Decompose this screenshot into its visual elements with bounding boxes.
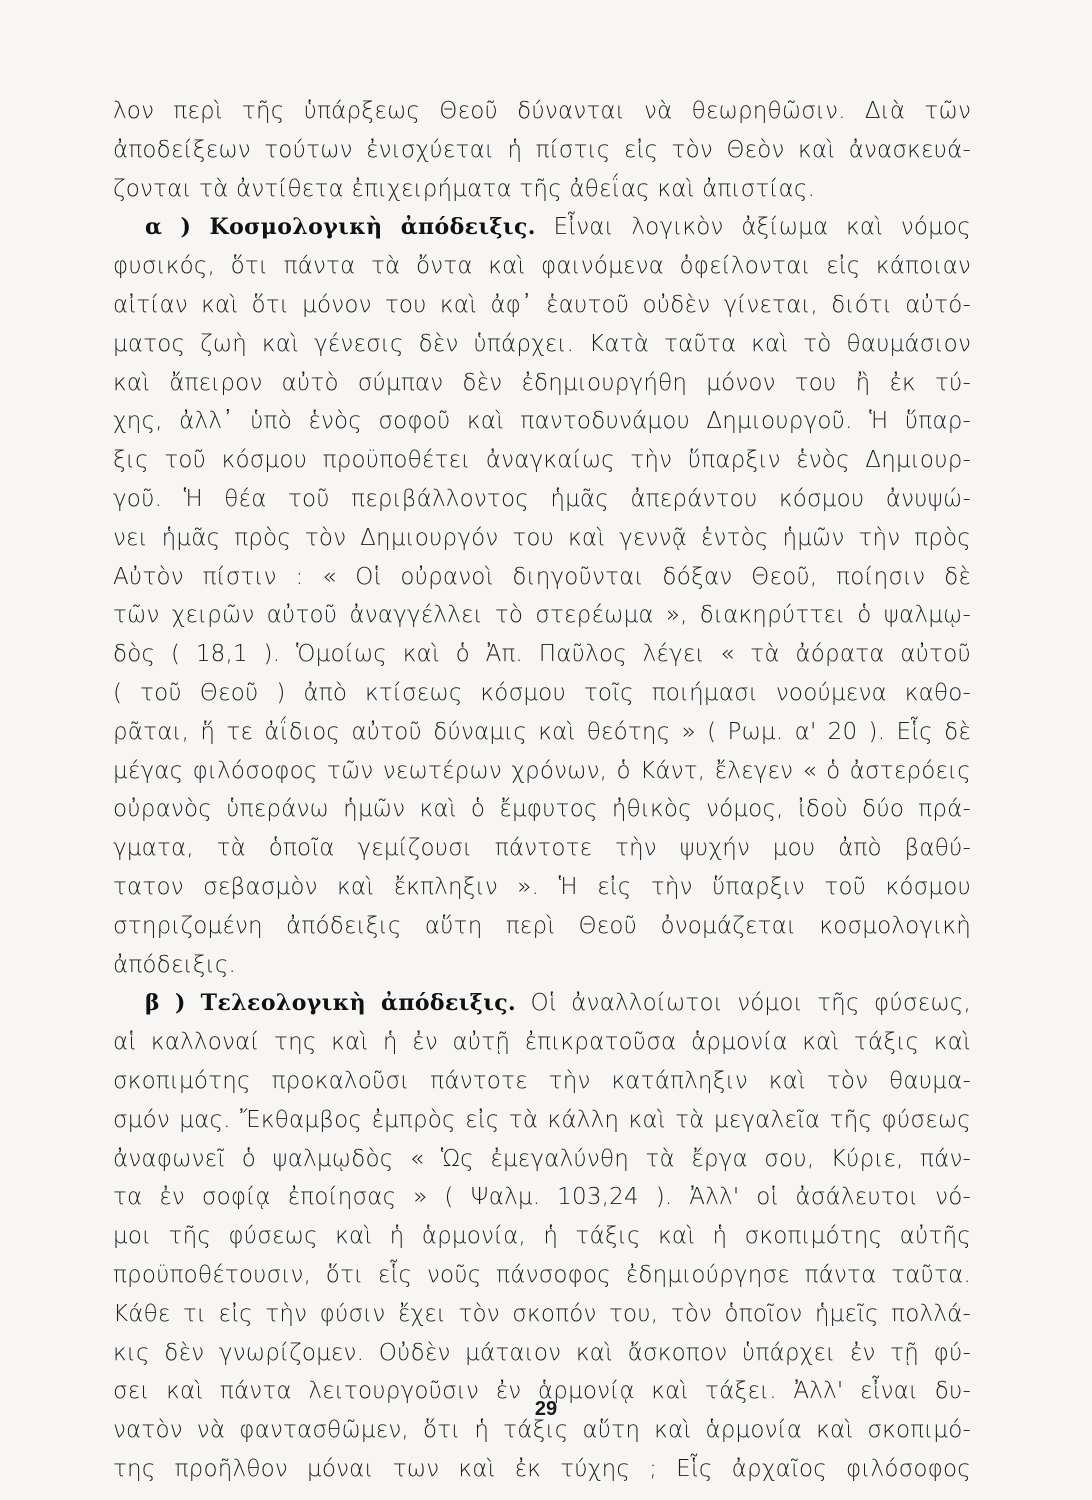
text-line: σκοπιμότης προκαλοῦσι πάντοτε τὴν κατάπληξιν καὶ τὸν θαυμα- <box>113 1067 971 1094</box>
text-span: Οἱ ἀναλλοίωτοι νόμοι τῆς φύσεως, <box>530 990 972 1017</box>
text-line: φυσικός, ὅτι πάντα τὰ ὄντα καὶ φαινόμενα ὀφείλονται εἰς κάποιαν <box>113 253 971 280</box>
text-line: οὐρανὸς ὑπεράνω ἡμῶν καὶ ὁ ἔμφυτος ἠθικὸς νόμος, ἰδοὺ δύο πρά- <box>113 796 971 823</box>
text-line: ( τοῦ Θεοῦ ) ἀπὸ κτίσεως κόσμου τοῖς ποιήμασι νοούμενα καθο- <box>113 679 971 706</box>
body-text <box>113 92 971 1489</box>
text-line: χης, ἀλλ᾽ ὑπὸ ἑνὸς σοφοῦ καὶ παντοδυνάμου Δημιουργοῦ. Ἡ ὕπαρ- <box>113 408 971 435</box>
text-line: αἰτίαν καὶ ὅτι μόνον του καὶ ἀφ᾽ ἑαυτοῦ οὐδὲν γίνεται, διότι αὐτό- <box>113 291 971 318</box>
text-line: ρᾶται, ἥ τε ἀΐδιος αὐτοῦ δύναμις καὶ θεότης » ( Ρωμ. α' 20 ). Εἷς δὲ <box>113 718 971 745</box>
text-line: μοι τῆς φύσεως καὶ ἡ ἁρμονία, ἡ τάξις καὶ ἡ σκοπιμότης αὐτῆς <box>113 1223 971 1250</box>
text-line: Κάθε τι εἰς τὴν φύσιν ἔχει τὸν σκοπόν του, τὸν ὁποῖον ἡμεῖς πολλά- <box>113 1300 971 1327</box>
text-line: νατὸν νὰ φαντασθῶμεν, ὅτι ἡ τάξις αὕτη καὶ ἁρμονία καὶ σκοπιμό- <box>113 1417 971 1444</box>
text-line: τῶν χειρῶν αὐτοῦ ἀναγγέλλει τὸ στερέωμα », διακηρύττει ὁ ψαλμῳ- <box>113 602 971 629</box>
text-line: αἱ καλλοναί της καὶ ἡ ἐν αὐτῇ ἐπικρατοῦσα ἁρμονία καὶ τάξις καὶ <box>113 1029 971 1056</box>
text-line: ματος ζωὴ καὶ γένεσις δὲν ὑπάρχει. Κατὰ ταῦτα καὶ τὸ θαυμάσιον <box>113 330 971 357</box>
text-line: γματα, τὰ ὁποῖα γεμίζουσι πάντοτε τὴν ψυχήν μου ἀπὸ βαθύ- <box>113 835 971 862</box>
text-line: λον περὶ τῆς ὑπάρξεως Θεοῦ δύνανται νὰ θεωρηθῶσιν. Διὰ τῶν <box>113 98 971 124</box>
text-line: τα ἐν σοφίᾳ ἐποίησας » ( Ψαλμ. 103,24 ). Ἀλλ' οἱ ἀσάλευτοι νό- <box>113 1184 971 1211</box>
text-line: ξις τοῦ κόσμου προϋποθέτει ἀναγκαίως τὴν ὕπαρξιν ἑνὸς Δημιουρ- <box>113 447 971 474</box>
text-line: κις δὲν γνωρίζομεν. Οὐδὲν μάταιον καὶ ἄσκοπον ὑπάρχει ἐν τῇ φύ- <box>113 1339 971 1366</box>
text-line: μέγας φιλόσοφος τῶν νεωτέρων χρόνων, ὁ Κάντ, ἔλεγεν « ὁ ἀστερόεις <box>113 757 971 784</box>
text-span: Εἶναι λογικὸν ἀξίωμα καὶ νόμος <box>553 214 971 241</box>
section-a-heading-line <box>113 208 971 247</box>
text-line: ἀποδείξεων τούτων ἐνισχύεται ἡ πίστις εἰς τὸν Θεὸν καὶ ἀνασκευά- <box>113 136 971 163</box>
text-line: της προῆλθον μόναι των καὶ ἐκ τύχης ; Εἷς ἀρχαῖος φιλόσοφος <box>113 1455 971 1482</box>
page-number: 29 <box>534 1398 558 1420</box>
text-line: τατον σεβασμὸν καὶ ἔκπληξιν ». Ἡ εἰς τὴν ὕπαρξιν τοῦ κόσμου <box>113 873 971 900</box>
section-b-heading-line <box>113 984 971 1023</box>
section-b-heading: β ) Τελεολογικὴ ἀπόδειξις. <box>145 990 517 1017</box>
text-line: Αὐτὸν πίστιν : « Οἱ οὐρανοὶ διηγοῦνται δόξαν Θεοῦ, ποίησιν δὲ <box>113 563 971 590</box>
text-line: καὶ ἄπειρον αὐτὸ σύμπαν δὲν ἐδημιουργήθη μόνον του ἢ ἐκ τύ- <box>113 369 971 396</box>
text-line: ζονται τὰ ἀντίθετα ἐπιχειρήματα τῆς ἀθεΐας καὶ ἀπιστίας. <box>113 175 816 202</box>
text-line: προϋποθέτουσιν, ὅτι εἷς νοῦς πάνσοφος ἐδημιούργησε πάντα ταῦτα. <box>113 1261 971 1288</box>
text-line: δὸς ( 18,1 ). Ὁμοίως καὶ ὁ Ἀπ. Παῦλος λέγει « τὰ ἀόρατα αὐτοῦ <box>113 641 971 668</box>
text-line: ἀναφωνεῖ ὁ ψαλμῳδὸς « Ὡς ἐμεγαλύνθη τὰ ἔργα σου, Κύριε, πάν- <box>113 1145 971 1172</box>
text-line: στηριζομένη ἀπόδειξις αὕτη περὶ Θεοῦ ὀνομάζεται κοσμολογικὴ <box>113 912 971 939</box>
text-line: νει ἡμᾶς πρὸς τὸν Δημιουργόν του καὶ γεννᾷ ἐντὸς ἡμῶν τὴν πρὸς <box>113 524 971 551</box>
text-line: σει καὶ πάντα λειτουργοῦσιν ἐν ἁρμονίᾳ καὶ τάξει. Ἀλλ' εἶναι δυ- <box>113 1378 971 1405</box>
section-a-heading: α ) Κοσμολογικὴ ἀπόδειξις. <box>145 214 536 241</box>
text-line: ἀπόδειξις. <box>113 951 237 978</box>
text-line: γοῦ. Ἡ θέα τοῦ περιβάλλοντος ἡμᾶς ἀπεράντου κόσμου ἀνυψώ- <box>113 485 971 512</box>
text-line: σμόν μας. Ἔκθαμβος ἐμπρὸς εἰς τὰ κάλλη καὶ τὰ μεγαλεῖα τῆς φύσεως <box>113 1106 971 1133</box>
